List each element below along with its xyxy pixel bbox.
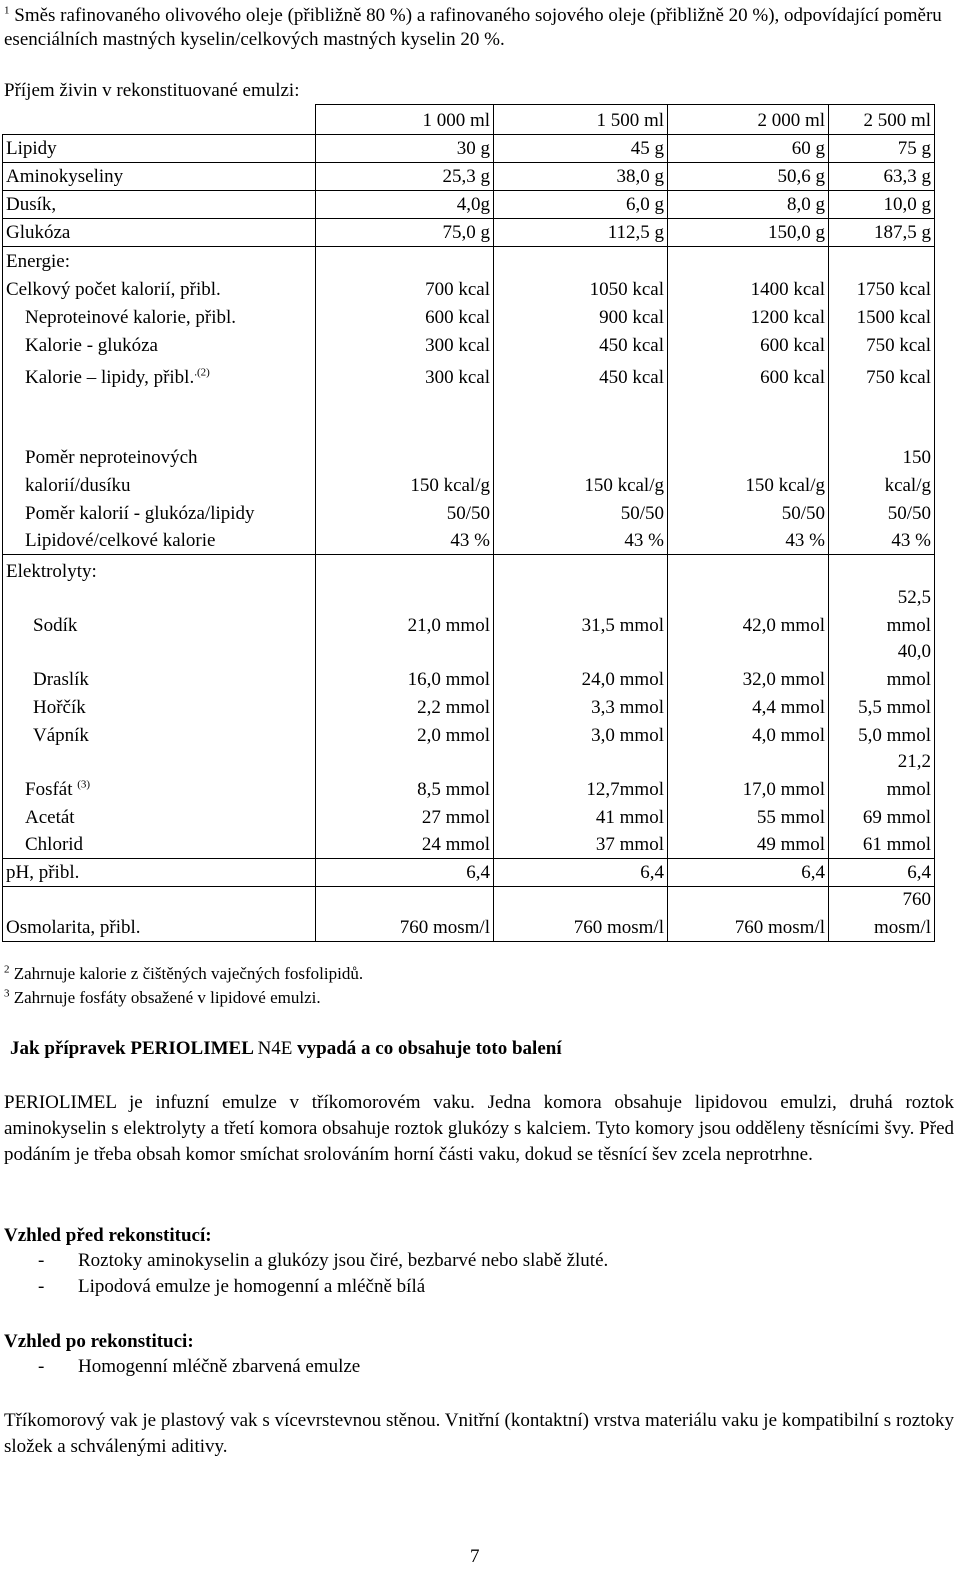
table-row: Sodík 21,0 mmol 31,5 mmol 42,0 mmol mmol: [3, 611, 935, 639]
table-row: Hořčík 2,2 mmol 3,3 mmol 4,4 mmol 5,5 mmol: [3, 693, 935, 721]
column-header: 2 000 ml: [668, 105, 829, 135]
column-header: 2 500 ml: [829, 105, 935, 135]
table-row: 52,5: [3, 585, 935, 611]
footnotes-bottom: [4, 962, 363, 1010]
table-row: Dusík, 4,0g 6,0 g 8,0 g 10,0 g: [3, 191, 935, 219]
list-item: - Roztoky aminokyselin a glukózy jsou čiré, bezbarvé nebo slabě žluté.: [38, 1250, 609, 1271]
footnote-3: $^3$ Zahrnuje fosfáty obsažené v lipidové emulzi.: [4, 987, 321, 1007]
column-header: 1 000 ml: [316, 105, 494, 135]
table-header-row: [3, 105, 935, 135]
table-row: Lipidy 30 g 45 g 60 g 75 g: [3, 135, 935, 163]
table-row: Chlorid 24 mmol 37 mmol 49 mmol 61 mmol: [3, 831, 935, 859]
table-row: 21,2: [3, 749, 935, 775]
list-item: - Lipodová emulze je homogenní a mléčně bílá: [38, 1276, 426, 1297]
table-row: Energie:: [3, 247, 935, 275]
table-row: Draslík 16,0 mmol 24,0 mmol 32,0 mmol mmol: [3, 665, 935, 693]
list-item: - Homogenní mléčně zbarvená emulze: [38, 1356, 361, 1377]
table-row: kalorií/dusíku 150 kcal/g 150 kcal/g 150 kcal/g kcal/g: [3, 471, 935, 499]
table-row: Aminokyseliny 25,3 g 38,0 g 50,6 g 63,3 g: [3, 163, 935, 191]
table-row: Poměr kalorií - glukóza/lipidy 50/50 50/50 50/50 50/50: [3, 499, 935, 527]
table-row: 40,0: [3, 639, 935, 665]
table-row: Glukóza 75,0 g 112,5 g 150,0 g 187,5 g: [3, 219, 935, 247]
table-row: Kalorie – lipidy, přibl.$^{.(2)}$ 300 kcal 450 kcal 600 kcal 750 kcal: [3, 359, 935, 391]
nutrient-table: [2, 104, 935, 942]
table-row: Osmolarita, přibl. 760 mosm/l 760 mosm/l 760 mosm/l mosm/l: [3, 913, 935, 941]
table-row: Lipidové/celkové kalorie 43 % 43 % 43 % 43 %: [3, 527, 935, 555]
footnote-1: $^1$ Směs rafinovaného olivového oleje (přibližně 80 %) a rafinovaného sojového oleje (přibližně 20 %), odpovídající poměru esenciálních mastných kyselin/celkových mastných kyselin 20 %.: [4, 4, 942, 50]
table-row: Acetát 27 mmol 41 mmol 55 mmol 69 mmol: [3, 803, 935, 831]
description-paragraph: PERIOLIMEL je infuzní emulze v tříkomorovém vaku. Jedna komora obsahuje lipidovou emulzi, druhá roztok aminokyselin s elektrolyty a třetí komora obsahuje roztok glukózy s kalciem. Tyto komory jsou odděleny těsnícími švy. Před podáním je třeba obsah komor smíchat srolováním horní části vaku, dokud se těsnící šev zcela neprotrhne.: [4, 1092, 954, 1165]
table-row: 760: [3, 887, 935, 914]
table-row: Celkový počet kalorií, přibl. 700 kcal 1050 kcal 1400 kcal 1750 kcal: [3, 275, 935, 303]
table-row: pH, přibl. 6,4 6,4 6,4 6,4: [3, 859, 935, 887]
table-row: Poměr neproteinových 150: [3, 445, 935, 471]
after-reconstitution-title: Vzhled po rekonstituci:: [4, 1331, 194, 1352]
intake-title: Příjem živin v rekonstituované emulzi:: [4, 80, 300, 101]
bag-description-paragraph: Tříkomorový vak je plastový vak s vícevrstevnou stěnou. Vnitřní (kontaktní) vrstva materiálu vaku je kompatibilní s roztoky složek a schválenými aditivy.: [4, 1410, 954, 1457]
table-row: Elektrolyty:: [3, 555, 935, 585]
footnote-2: $^2$ Zahrnuje kalorie z čištěných vaječných fosfolipidů.: [4, 963, 364, 983]
table-row: Kalorie - glukóza 300 kcal 450 kcal 600 kcal 750 kcal: [3, 331, 935, 359]
page-number: 7: [470, 1546, 480, 1567]
table-spacer-row: [3, 391, 935, 445]
section-heading: Jak přípravek PERIOLIMEL N4E vypadá a co obsahuje toto balení: [10, 1038, 562, 1059]
before-reconstitution-title: Vzhled před rekonstitucí:: [4, 1225, 212, 1246]
column-header: 1 500 ml: [494, 105, 668, 135]
table-row: Vápník 2,0 mmol 3,0 mmol 4,0 mmol 5,0 mmol: [3, 721, 935, 749]
table-row: Neproteinové kalorie, přibl. 600 kcal 900 kcal 1200 kcal 1500 kcal: [3, 303, 935, 331]
table-row: Fosfát $^{(3)}$ 8,5 mmol 12,7mmol 17,0 mmol mmol: [3, 775, 935, 803]
